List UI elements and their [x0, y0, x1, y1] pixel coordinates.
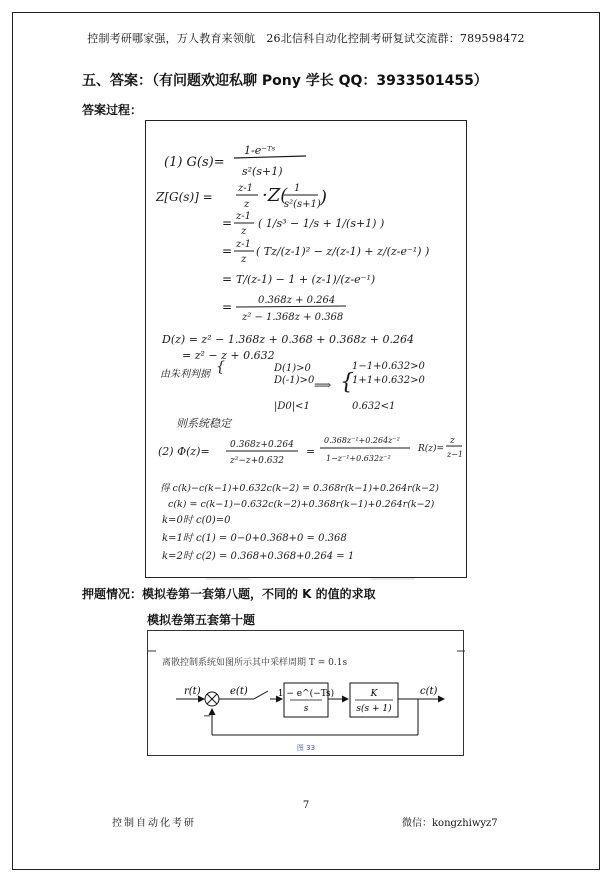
hw-line: ( Tz/(z-1)² − z/(z-1) + z/(z-e⁻¹) ) — [256, 245, 430, 258]
figure-label: 图 33 — [296, 744, 316, 752]
hw-line: = — [306, 445, 316, 458]
hw-line: 0.368z + 0.264 — [258, 295, 336, 306]
hw-line: z — [241, 226, 247, 237]
bet-status-line: 押题情况：模拟卷第一套第八题，不同的 K 的值的求取 — [82, 587, 376, 601]
hw-line: T/(z-1) − 1 + (z-1)/(z-e⁻¹) — [236, 273, 376, 286]
plant-denominator: s(s + 1) — [356, 704, 392, 714]
hw-line: k=1时 c(1) = 0−0+0.368+0 = 0.368 — [162, 533, 347, 544]
hw-line: z² − 1.368z + 0.368 — [242, 312, 344, 323]
bet-status-line-2: 模拟卷第五套第十题 — [147, 613, 256, 627]
hw-line: = — [222, 216, 233, 230]
footer-wechat: 微信：kongzhiwyz7 — [402, 818, 498, 829]
hw-line: 1−z⁻¹+0.632z⁻² — [326, 454, 391, 463]
hw-line: { — [340, 370, 354, 395]
plant-numerator: K — [370, 689, 378, 699]
label-r: r(t) — [184, 686, 201, 697]
handwritten-solution — [145, 120, 467, 578]
label-e: e(t) — [230, 686, 248, 697]
hw-line: D(1)>0 — [274, 363, 311, 374]
hw-line: D(-1)>0 — [274, 375, 315, 386]
hw-line: { — [216, 359, 225, 375]
hw-line: |D0|<1 — [274, 401, 310, 412]
figure-caption: 离散控制系统如图所示其中采样周期 T = 0.1s — [162, 658, 348, 668]
hw-line: R(z)= — [418, 444, 445, 454]
header-text: 控制考研哪家强，万人教育来领航 26北信科自动化控制考研复试交流群：789598472 — [87, 32, 525, 45]
hw-line: s²(s+1) — [284, 199, 321, 210]
page-header — [0, 30, 612, 46]
hw-line: ⟹ — [314, 378, 332, 392]
handwriting-canvas — [146, 121, 468, 579]
hw-line: z−1 — [447, 450, 464, 459]
hw-line: k=2时 c(2) = 0.368+0.368+0.264 = 1 — [162, 551, 355, 562]
minus-sign: − — [203, 711, 212, 722]
hw-line: D(z) = z² − 1.368z + 0.368 + 0.368z + 0.264 — [162, 333, 415, 346]
hw-line: ) — [320, 187, 328, 208]
hw-line: z — [241, 254, 247, 265]
hw-line: = — [222, 300, 233, 314]
hw-line: ·Z( — [262, 185, 288, 206]
label-c: c(t) — [420, 686, 438, 697]
page-number: 7 — [302, 800, 310, 811]
hw-line: 1-e⁻ᵀˢ — [244, 144, 276, 157]
hw-line: z²−z+0.632 — [230, 456, 284, 466]
hw-line: z-1 — [236, 211, 252, 222]
zoh-numerator: 1 − e^(−Ts) — [277, 689, 335, 699]
hw-line: 得 c(k)−c(k−1)+0.632c(k−2) = 0.368r(k−1)+0.264r(k−2) — [160, 483, 439, 494]
hw-line: (1) G(s)= — [164, 155, 225, 170]
sampler-switch — [254, 691, 268, 699]
hw-line: = z² − z + 0.632 — [182, 349, 275, 362]
block-diagram — [148, 631, 465, 757]
hw-line: 1 — [294, 183, 301, 194]
hw-line: 0.632<1 — [352, 401, 396, 412]
zoh-denominator: s — [303, 704, 309, 714]
hw-line: = — [222, 272, 233, 286]
hw-line: (2) Φ(z)= — [158, 445, 210, 458]
hw-line: z — [450, 436, 455, 446]
hw-line: z — [244, 199, 250, 210]
hw-line: z-1 — [236, 239, 252, 250]
hw-line: 0.368z+0.264 — [230, 440, 294, 450]
footer-left-text: 控制自动化考研 — [112, 818, 196, 829]
hw-line: c(k) = c(k−1)−0.632c(k−2)+0.368r(k−1)+0.264r(k−2) — [168, 499, 435, 510]
hw-line: 1−1+0.632>0 — [352, 361, 425, 372]
answer-process-label: 答案过程： — [82, 103, 143, 117]
hw-line: z-1 — [238, 183, 254, 194]
hw-line: 1+1+0.632>0 — [352, 375, 425, 386]
hw-line: k=0时 c(0)=0 — [162, 515, 231, 526]
hw-line: ( 1/s³ − 1/s + 1/(s+1) ) — [258, 217, 385, 230]
hw-line: 则系统稳定 — [176, 417, 231, 430]
hw-line: Z[G(s)] = — [156, 190, 213, 204]
section-title: 五、答案：（有问题欢迎私聊 Pony 学长 QQ：3933501455） — [82, 73, 488, 89]
hw-line: 0.368z⁻¹+0.264z⁻² — [324, 436, 400, 445]
hw-line: = — [222, 244, 233, 258]
block-diagram-figure — [147, 630, 464, 756]
hw-line: s²(s+1) — [242, 165, 283, 178]
hw-line: 由朱利判据 — [160, 369, 210, 380]
